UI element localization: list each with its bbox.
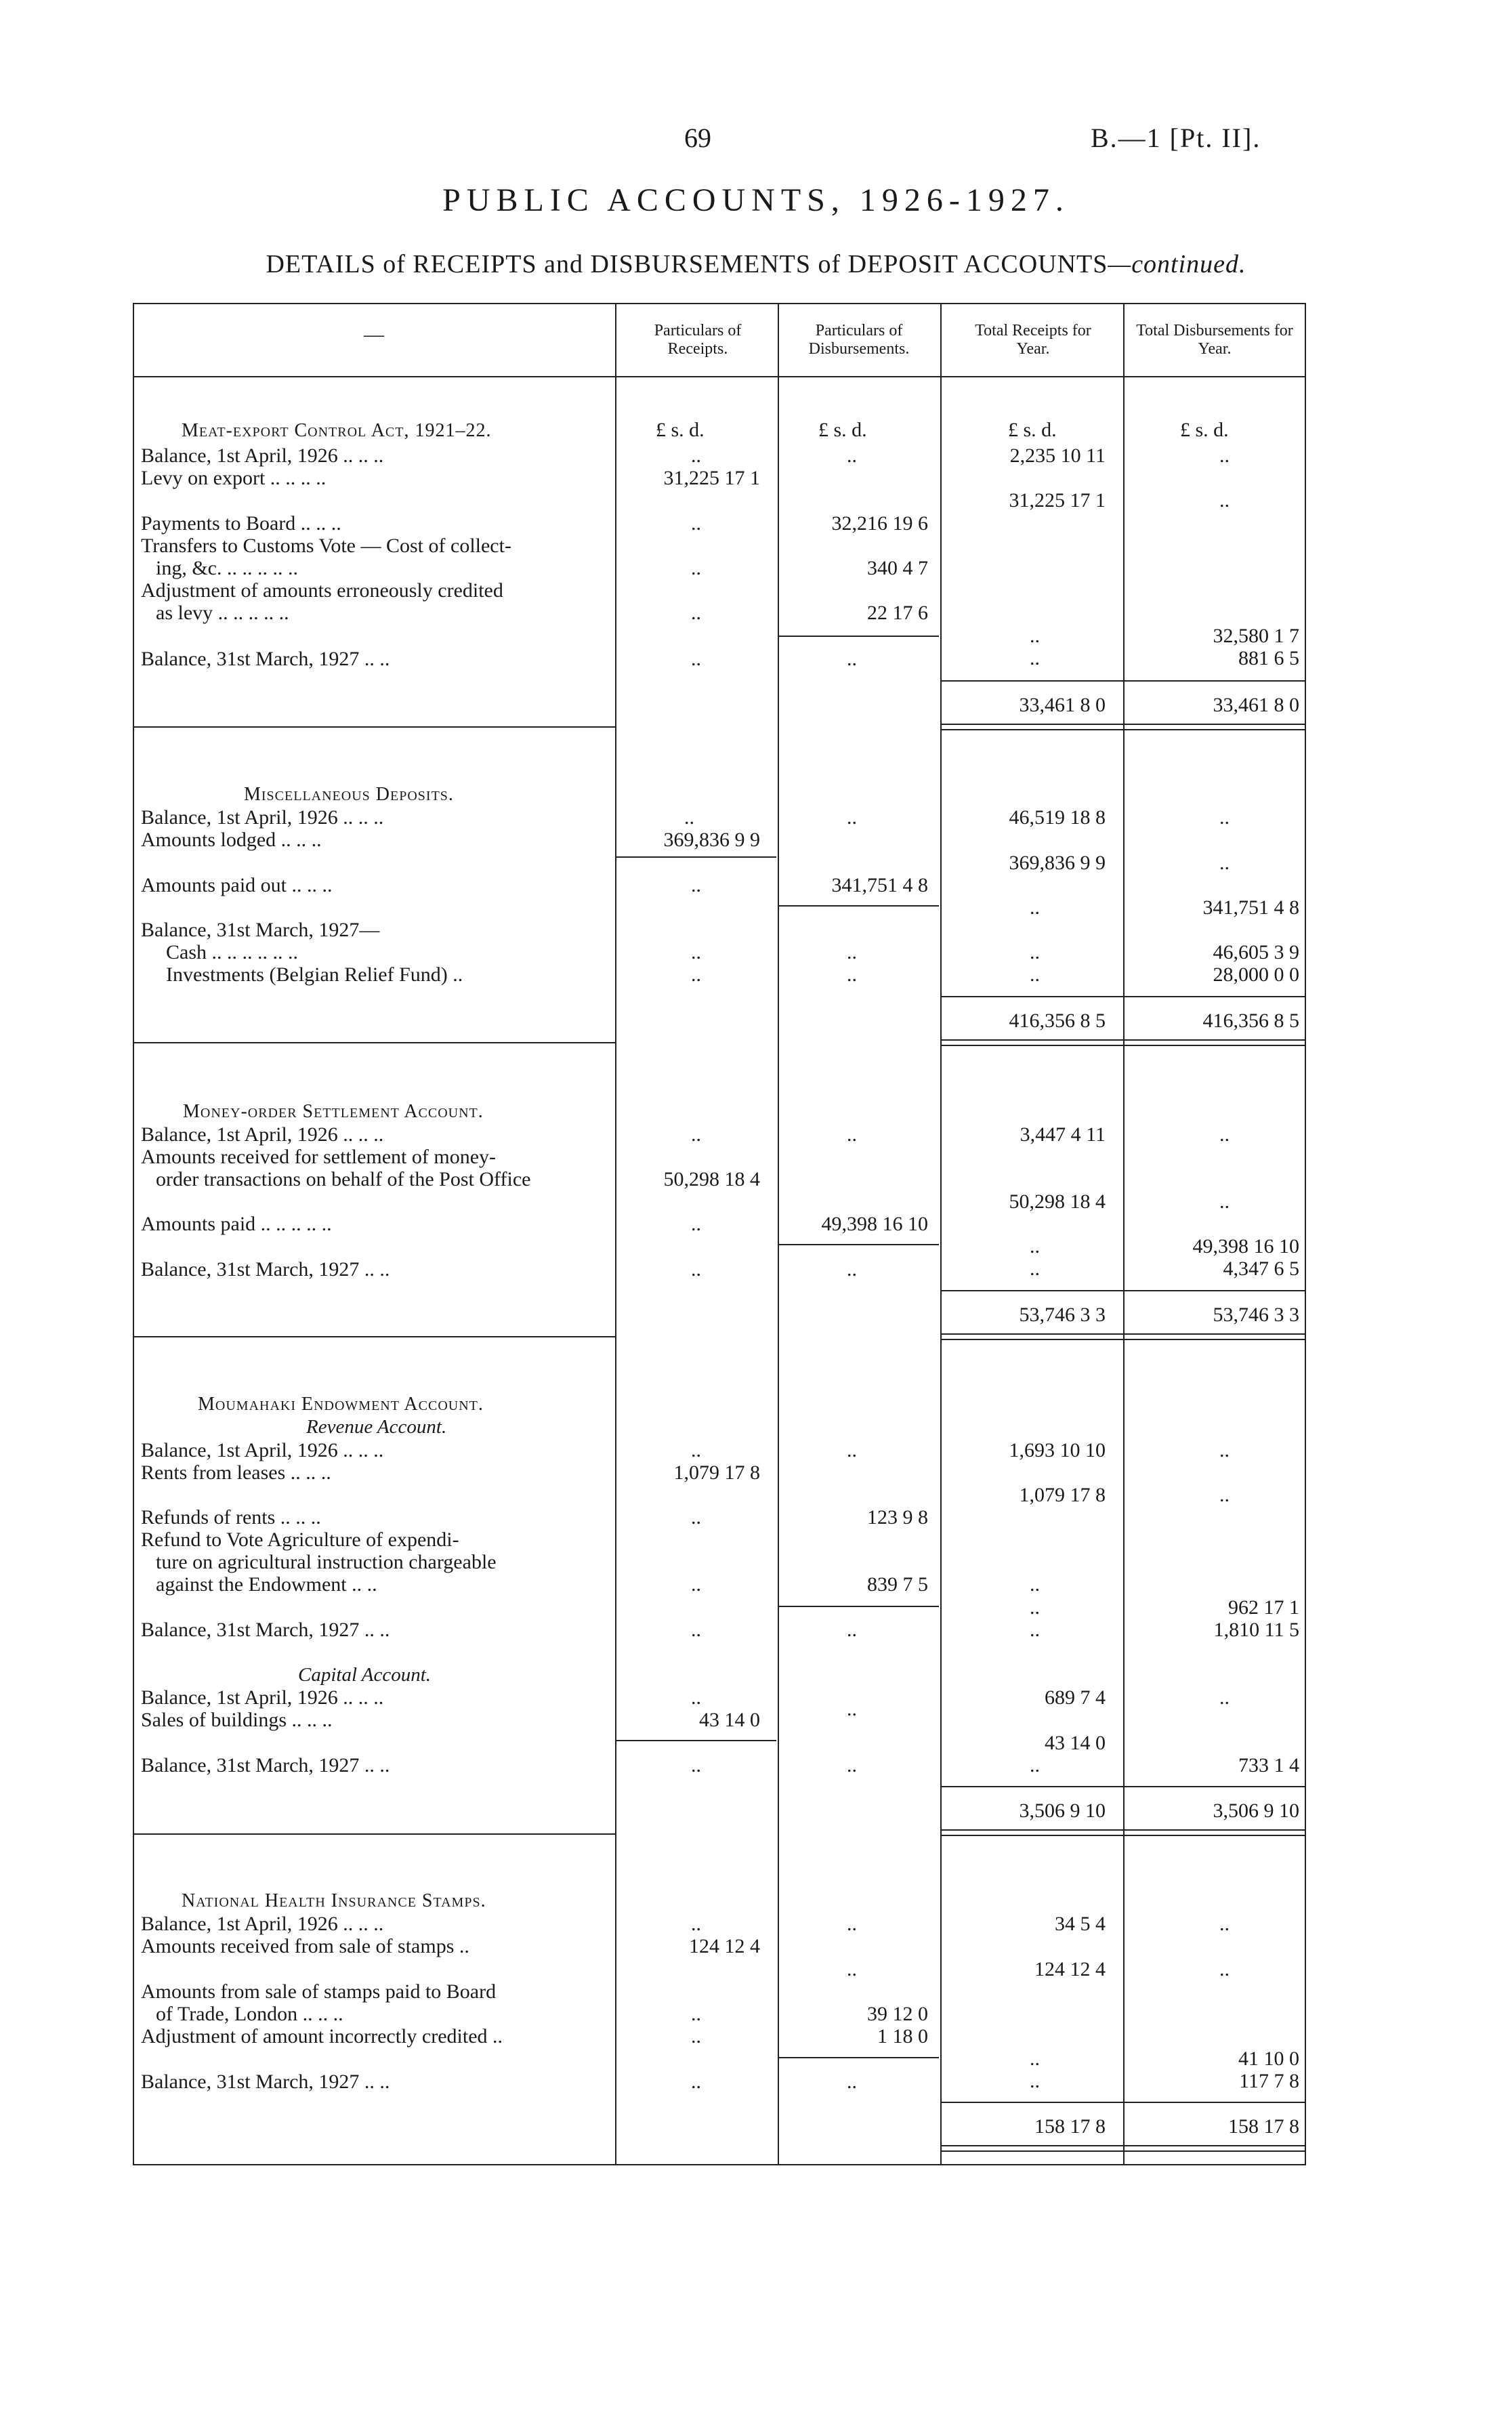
col-header-description: —	[364, 323, 384, 346]
col-header-disbursements: Particulars of Disbursements.	[808, 322, 910, 358]
misc-total-receipts-lodged: 369,836 9 9	[1009, 852, 1106, 874]
money-dots-6: ..	[1219, 1123, 1230, 1146]
subtitle-main: DETAILS of RECEIPTS and DISBURSEMENTS of DEPOSIT ACCOUNTS	[266, 250, 1108, 278]
mouma-total-receipts-rents: 1,079 17 8	[1019, 1484, 1106, 1506]
nhis-dots-10: ..	[1030, 2047, 1040, 2070]
mouma-dots-8: ..	[847, 1619, 857, 1641]
mouma-row-refunds: Refunds of rents .. .. ..	[141, 1506, 321, 1529]
table-right-border	[1305, 303, 1306, 2165]
meat-dots-3: ..	[691, 557, 701, 579]
money-total-disb-balance: 4,347 6 5	[1223, 1257, 1299, 1280]
meat-dots-1: ..	[691, 444, 701, 467]
misc-dots-2: ..	[691, 874, 701, 896]
mouma-dots-15: ..	[1030, 1619, 1040, 1641]
currency-total-disbursements: £ s. d.	[1180, 419, 1229, 441]
money-section-end-rule	[133, 1336, 615, 1337]
misc-dots-8: ..	[1219, 806, 1230, 829]
misc-grand-total-receipts: 416,356 8 5	[1009, 1010, 1106, 1032]
mouma-receipt-sales: 43 14 0	[699, 1709, 760, 1731]
nhis-total-double-rule	[942, 2145, 1305, 2152]
page-subtitle	[0, 249, 1512, 279]
meat-dots-7: ..	[847, 648, 857, 670]
misc-receipt-lodged: 369,836 9 9	[663, 829, 760, 851]
mouma-disb-rule	[779, 1606, 939, 1607]
col-divider-2	[778, 303, 779, 2165]
mouma-row-refund-vote-cont2: against the Endowment .. ..	[156, 1573, 377, 1596]
mouma-dots-13: ..	[1030, 1573, 1040, 1596]
mouma-dots-2: ..	[691, 1506, 701, 1529]
mouma-row-cap-balance-close: Balance, 31st March, 1927 .. ..	[141, 1754, 390, 1776]
meat-dots-4: ..	[691, 602, 701, 624]
misc-total-disb-investments: 28,000 0 0	[1213, 963, 1299, 986]
nhis-row-received: Amounts received from sale of stamps ..	[141, 1935, 469, 1957]
mouma-grand-total-disb: 3,506 9 10	[1213, 1800, 1299, 1822]
nhis-dots-2: ..	[691, 2003, 701, 2025]
money-dots-2: ..	[691, 1213, 701, 1235]
table-left-border	[133, 303, 134, 2165]
mouma-disb-vote: 839 7 5	[867, 1573, 928, 1596]
misc-total-disb-paid: 341,751 4 8	[1202, 896, 1299, 919]
nhis-receipt: 124 12 4	[689, 1935, 760, 1957]
mouma-total-disb-1: 962 17 1	[1228, 1596, 1299, 1619]
meat-row-balance-close: Balance, 31st March, 1927 .. ..	[141, 648, 390, 670]
meat-dots-8: ..	[1219, 444, 1230, 467]
mouma-total-rule	[942, 1786, 1305, 1787]
mouma-dots-1: ..	[691, 1439, 701, 1461]
mouma-dots-17: ..	[1030, 1754, 1040, 1776]
mouma-dots-10: ..	[847, 1754, 857, 1776]
document-reference: B.—1 [Pt. II].	[1091, 123, 1261, 153]
money-dots-4: ..	[847, 1123, 857, 1146]
misc-dots-3: ..	[691, 941, 701, 963]
col-divider-1	[615, 303, 616, 2165]
nhis-row-paid-board: Amounts from sale of stamps paid to Board	[141, 1980, 497, 2003]
section-title-meat-export: Meat-export Control Act, 1921–22.	[182, 420, 492, 441]
nhis-dots-3: ..	[691, 2025, 701, 2047]
meat-row-balance-open: Balance, 1st April, 1926 .. .. ..	[141, 444, 384, 467]
meat-row-payments: Payments to Board .. .. ..	[141, 512, 341, 535]
money-disb-rule	[779, 1244, 939, 1245]
col-header-receipts: Particulars of Receipts.	[654, 322, 742, 358]
nhis-row-paid-board-cont: of Trade, London .. .. ..	[156, 2003, 343, 2025]
misc-disb-rule	[779, 905, 939, 907]
nhis-disb-rule	[779, 2057, 939, 2058]
mouma-dots-16: ..	[1219, 1686, 1230, 1709]
mouma-row-sales: Sales of buildings .. .. ..	[141, 1709, 333, 1731]
meat-dots-2: ..	[691, 512, 701, 535]
mouma-section-end-rule	[133, 1833, 615, 1835]
money-dots-5: ..	[847, 1258, 857, 1281]
misc-dots-1: ..	[684, 806, 694, 829]
meat-dots-5: ..	[691, 648, 701, 670]
nhis-dots-11: ..	[1030, 2070, 1040, 2092]
money-row-balance-open: Balance, 1st April, 1926 .. .. ..	[141, 1123, 384, 1146]
mouma-row-cap-balance-open: Balance, 1st April, 1926 .. .. ..	[141, 1686, 384, 1709]
nhis-row-adjustment: Adjustment of amount incorrectly credited ..	[141, 2025, 503, 2047]
misc-row-investments: Investments (Belgian Relief Fund) ..	[166, 963, 463, 986]
nhis-dots-7: ..	[847, 2071, 857, 2093]
mouma-dots-9: ..	[847, 1698, 857, 1720]
misc-total-rule	[942, 996, 1305, 997]
nhis-grand-total-receipts: 158 17 8	[1034, 2115, 1106, 2138]
mouma-row-rents: Rents from leases .. .. ..	[141, 1461, 331, 1484]
meat-row-adjustment-cont: as levy .. .. .. .. ..	[156, 602, 289, 624]
currency-disbursements: £ s. d.	[818, 419, 867, 441]
misc-receipt-rule	[616, 856, 776, 858]
meat-disb-adjustment: 22 17 6	[867, 602, 928, 624]
misc-dots-4: ..	[691, 963, 701, 986]
nhis-dots-6: ..	[847, 1958, 857, 1980]
nhis-dots-1: ..	[691, 1913, 701, 1935]
meat-receipt-levy: 31,225 17 1	[663, 467, 760, 489]
misc-dots-12: ..	[1030, 963, 1040, 986]
misc-total-double-rule	[942, 1039, 1305, 1046]
money-dots-9: ..	[1030, 1257, 1040, 1280]
table-header-rule	[133, 376, 1305, 377]
nhis-dots-9: ..	[1219, 1958, 1230, 1980]
misc-dots-10: ..	[1030, 896, 1040, 919]
meat-section-end-rule	[133, 726, 615, 728]
mouma-dots-7: ..	[847, 1439, 857, 1461]
meat-row-transfers: Transfers to Customs Vote — Cost of collect-	[141, 535, 511, 557]
mouma-receipt-rule	[616, 1740, 776, 1741]
misc-row-cash: Cash .. .. .. .. .. ..	[166, 941, 298, 963]
meat-total-disb-2: 881 6 5	[1238, 647, 1299, 669]
mouma-dots-6: ..	[691, 1754, 701, 1776]
nhis-total-disb-1: 41 10 0	[1238, 2047, 1299, 2070]
money-total-double-rule	[942, 1333, 1305, 1340]
meat-row-adjustment: Adjustment of amounts erroneously credited	[141, 579, 503, 602]
misc-grand-total-disb: 416,356 8 5	[1202, 1010, 1299, 1032]
table-top-rule	[133, 303, 1305, 304]
nhis-disb-adjustment: 1 18 0	[877, 2025, 928, 2047]
section-title-health-stamps: National Health Insurance Stamps.	[182, 1890, 486, 1911]
mouma-total-receipts-cap-balance: 689 7 4	[1045, 1686, 1106, 1709]
misc-row-lodged: Amounts lodged .. .. ..	[141, 829, 322, 851]
section-title-misc-deposits: Miscellaneous Deposits.	[244, 784, 454, 805]
mouma-row-refund-vote-cont: ture on agricultural instruction chargeable	[156, 1551, 497, 1573]
money-dots-1: ..	[691, 1123, 701, 1146]
misc-dots-9: ..	[1219, 852, 1230, 874]
moumahaki-capital-subtitle: Capital Account.	[298, 1664, 432, 1686]
misc-disb-paid: 341,751 4 8	[831, 874, 928, 896]
nhis-grand-total-disb: 158 17 8	[1228, 2115, 1299, 2138]
meat-grand-total-receipts: 33,461 8 0	[1019, 694, 1106, 716]
nhis-dots-8: ..	[1219, 1913, 1230, 1935]
meat-row-levy: Levy on export .. .. .. ..	[141, 467, 327, 489]
mouma-dots-14: ..	[1030, 1596, 1040, 1619]
mouma-row-balance-close: Balance, 31st March, 1927 .. ..	[141, 1619, 390, 1641]
money-row-received-cont: order transactions on behalf of the Post Office	[156, 1168, 531, 1190]
meat-total-receipts-balance: 2,235 10 11	[1009, 444, 1106, 467]
nhis-row-balance-close: Balance, 31st March, 1927 .. ..	[141, 2071, 390, 2093]
money-row-balance-close: Balance, 31st March, 1927 .. ..	[141, 1258, 390, 1281]
moumahaki-revenue-subtitle: Revenue Account.	[306, 1416, 447, 1438]
money-receipt: 50,298 18 4	[663, 1168, 760, 1190]
misc-row-balance-close: Balance, 31st March, 1927—	[141, 919, 380, 941]
money-row-paid: Amounts paid .. .. .. .. ..	[141, 1213, 332, 1235]
col-divider-4	[1123, 303, 1125, 2165]
mouma-total-disb-cap: 733 1 4	[1238, 1754, 1299, 1776]
mouma-dots-11: ..	[1219, 1439, 1230, 1461]
meat-dots-9: ..	[1219, 489, 1230, 512]
table-bottom-rule	[133, 2164, 1305, 2165]
meat-row-transfers-cont: ing, &c. .. .. .. .. ..	[156, 557, 298, 579]
nhis-total-disb-2: 117 7 8	[1239, 2070, 1299, 2092]
meat-total-double-rule	[942, 724, 1305, 730]
mouma-total-receipts-balance: 1,693 10 10	[1009, 1439, 1106, 1461]
mouma-total-disb-2: 1,810 11 5	[1213, 1619, 1299, 1641]
nhis-disb-board: 39 12 0	[867, 2003, 928, 2025]
nhis-total-receipts-rec: 124 12 4	[1034, 1958, 1106, 1980]
mouma-receipt-rents: 1,079 17 8	[673, 1461, 760, 1484]
subtitle-continued: —continued.	[1108, 250, 1246, 278]
page-number: 69	[684, 123, 711, 153]
money-total-disb-paid: 49,398 16 10	[1192, 1235, 1299, 1257]
money-grand-total-receipts: 53,746 3 3	[1019, 1304, 1106, 1326]
mouma-disb-refunds: 123 9 8	[867, 1506, 928, 1529]
meat-dots-10: ..	[1030, 625, 1040, 647]
page-title: PUBLIC ACCOUNTS, 1926-1927.	[442, 182, 1070, 218]
meat-dots-6: ..	[847, 444, 857, 467]
nhis-total-rule	[942, 2102, 1305, 2103]
misc-row-paid-out: Amounts paid out .. .. ..	[141, 874, 333, 896]
mouma-total-receipts-sales: 43 14 0	[1045, 1732, 1106, 1754]
money-dots-8: ..	[1030, 1235, 1040, 1257]
misc-total-disb-cash: 46,605 3 9	[1213, 941, 1299, 963]
col-divider-3	[940, 303, 942, 2165]
misc-dots-11: ..	[1030, 941, 1040, 963]
misc-dots-5: ..	[847, 806, 857, 829]
mouma-row-balance-open: Balance, 1st April, 1926 .. .. ..	[141, 1439, 384, 1461]
money-total-rule	[942, 1290, 1305, 1291]
nhis-row-balance-open: Balance, 1st April, 1926 .. .. ..	[141, 1913, 384, 1935]
mouma-dots-5: ..	[691, 1686, 701, 1709]
meat-grand-total-disb: 33,461 8 0	[1213, 694, 1299, 716]
misc-dots-7: ..	[847, 963, 857, 986]
meat-disb-transfers: 340 4 7	[867, 557, 928, 579]
section-title-money-order: Money-order Settlement Account.	[183, 1101, 484, 1122]
misc-total-receipts-balance: 46,519 18 8	[1009, 806, 1106, 829]
money-dots-3: ..	[691, 1258, 701, 1281]
meat-total-rule	[942, 680, 1305, 682]
mouma-dots-4: ..	[691, 1619, 701, 1641]
section-title-moumahaki: Moumahaki Endowment Account.	[198, 1394, 484, 1415]
mouma-row-refund-vote: Refund to Vote Agriculture of expendi-	[141, 1529, 459, 1551]
mouma-dots-12: ..	[1219, 1484, 1230, 1506]
col-header-total-receipts: Total Receipts for Year.	[975, 322, 1091, 358]
mouma-grand-total-receipts: 3,506 9 10	[1019, 1800, 1106, 1822]
meat-disb-subtotal-rule	[779, 636, 939, 637]
money-total-receipts-balance: 3,447 4 11	[1020, 1123, 1106, 1146]
meat-dots-11: ..	[1030, 647, 1040, 669]
col-header-total-disbursements: Total Disbursements for Year.	[1136, 322, 1293, 358]
meat-disb-payments: 32,216 19 6	[831, 512, 928, 535]
mouma-total-double-rule	[942, 1829, 1305, 1836]
misc-dots-6: ..	[847, 941, 857, 963]
misc-row-balance-open: Balance, 1st April, 1926 .. .. ..	[141, 806, 384, 829]
currency-total-receipts: £ s. d.	[1008, 419, 1057, 441]
currency-receipts: £ s. d.	[656, 419, 705, 441]
money-row-received: Amounts received for settlement of money-	[141, 1146, 497, 1168]
meat-total-disb-1: 32,580 1 7	[1213, 625, 1299, 647]
money-grand-total-disb: 53,746 3 3	[1213, 1304, 1299, 1326]
mouma-dots-3: ..	[691, 1573, 701, 1596]
money-disb-paid: 49,398 16 10	[821, 1213, 928, 1235]
nhis-dots-4: ..	[691, 2071, 701, 2093]
nhis-dots-5: ..	[847, 1913, 857, 1935]
nhis-total-receipts-balance: 34 5 4	[1055, 1913, 1106, 1935]
money-total-receipts-rec: 50,298 18 4	[1009, 1190, 1106, 1213]
misc-section-end-rule	[133, 1042, 615, 1043]
meat-total-receipts-levy: 31,225 17 1	[1009, 489, 1106, 512]
money-dots-7: ..	[1219, 1190, 1230, 1213]
